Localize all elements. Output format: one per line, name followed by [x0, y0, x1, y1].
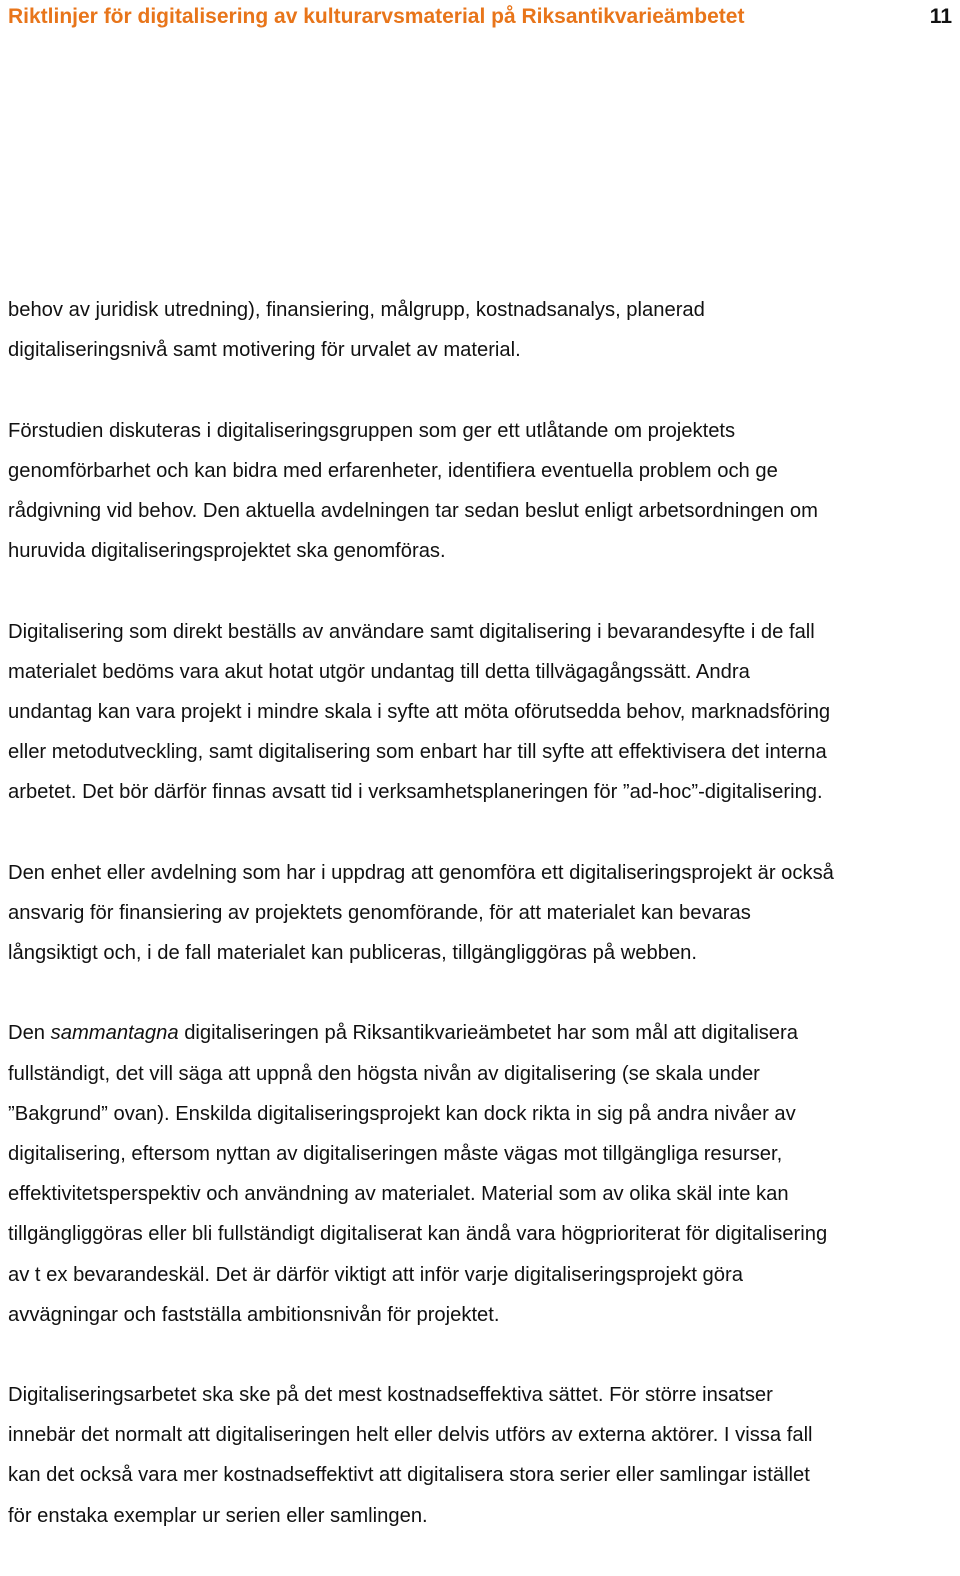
text-line: eller metodutveckling, samt digitalisering som enbart har till syfte att effektivisera det interna — [8, 741, 827, 764]
text-line: avvägningar och fastställa ambitionsnivån för projektet. — [8, 1303, 500, 1326]
text-segment: digitaliseringen på Riksantikvarieämbetet har som mål att digitalisera — [178, 1022, 798, 1045]
text-line: undantag kan vara projekt i mindre skala i syfte att möta oförutsedda behov, marknadsföring — [8, 700, 831, 723]
text-line: fullständigt, det vill säga att uppnå den högsta nivån av digitalisering (se skala under — [8, 1062, 760, 1085]
paragraph-6 — [8, 1375, 960, 1536]
text-line: långsiktigt och, i de fall materialet kan publiceras, tillgängliggöras på webben. — [8, 942, 698, 964]
paragraph-5 — [8, 1013, 960, 1335]
paragraph-2 — [8, 411, 960, 572]
text-line: behov av juridisk utredning), finansiering, målgrupp, kostnadsanalys, planerad — [8, 299, 705, 321]
text-line: genomförbarhet och kan bidra med erfarenheter, identifiera eventuella problem och ge — [8, 459, 778, 482]
text-line: Den enhet eller avdelning som har i uppdrag att genomföra ett digitaliseringsprojekt är också — [8, 861, 834, 884]
text-line: digitalisering, eftersom nyttan av digitaliseringen måste vägas mot tillgängliga resurser, — [8, 1142, 783, 1165]
text-line-with-emphasis — [8, 1013, 960, 1053]
text-segment: Den — [8, 1022, 51, 1045]
text-line: ”Bakgrund” ovan). Enskilda digitaliseringsprojekt kan dock rikta in sig på andra nivåer av — [8, 1102, 796, 1125]
text-line: ansvarig för finansiering av projektets genomförande, för att materialet kan bevaras — [8, 901, 751, 924]
text-line: huruvida digitaliseringsprojektet ska genomföras. — [8, 540, 446, 563]
document-body — [8, 290, 960, 1576]
paragraph-4 — [8, 853, 960, 974]
text-line: arbetet. Det bör därför finnas avsatt tid i verksamhetsplaneringen för ”ad-hoc”-digitalisering. — [8, 781, 823, 804]
text-line: Förstudien diskuteras i digitaliseringsgruppen som ger ett utlåtande om projektets — [8, 419, 736, 442]
text-line: digitaliseringsnivå samt motivering för urvalet av material. — [8, 339, 521, 362]
text-line: Digitaliseringsarbetet ska ske på det mest kostnadseffektiva sättet. För större insatser — [8, 1384, 773, 1407]
page-header — [8, 2, 952, 32]
paragraph-3 — [8, 612, 960, 813]
text-line: effektivitetsperspektiv och användning av materialet. Material som av olika skäl inte kan — [8, 1183, 789, 1206]
text-line: kan det också vara mer kostnadseffektivt att digitalisera stora serier eller samlingar istället — [8, 1464, 810, 1487]
text-line: av t ex bevarandeskäl. Det är därför viktigt att inför varje digitaliseringsprojekt göra — [8, 1263, 743, 1286]
document-title: Riktlinjer för digitalisering av kulturarvsmaterial på Riksantikvarieämbetet — [8, 5, 745, 28]
text-line: för enstaka exemplar ur serien eller samlingen. — [8, 1504, 428, 1527]
text-line: materialet bedöms vara akut hotat utgör undantag till detta tillvägagångssätt. Andra — [8, 660, 750, 683]
text-line: Digitalisering som direkt beställs av användare samt digitalisering i bevarandesyfte i de fall — [8, 620, 815, 643]
text-line: innebär det normalt att digitaliseringen helt eller delvis utförs av externa aktörer. I vissa fall — [8, 1424, 813, 1447]
text-line: tillgängliggöras eller bli fullständigt digitaliserat kan ändå vara högprioriterat för digitalisering — [8, 1223, 828, 1246]
page-number: 11 — [929, 5, 952, 28]
text-line: rådgivning vid behov. Den aktuella avdelningen tar sedan beslut enligt arbetsordningen om — [8, 499, 818, 522]
paragraph-1 — [8, 290, 960, 370]
emphasized-word: sammantagna — [50, 1022, 179, 1045]
